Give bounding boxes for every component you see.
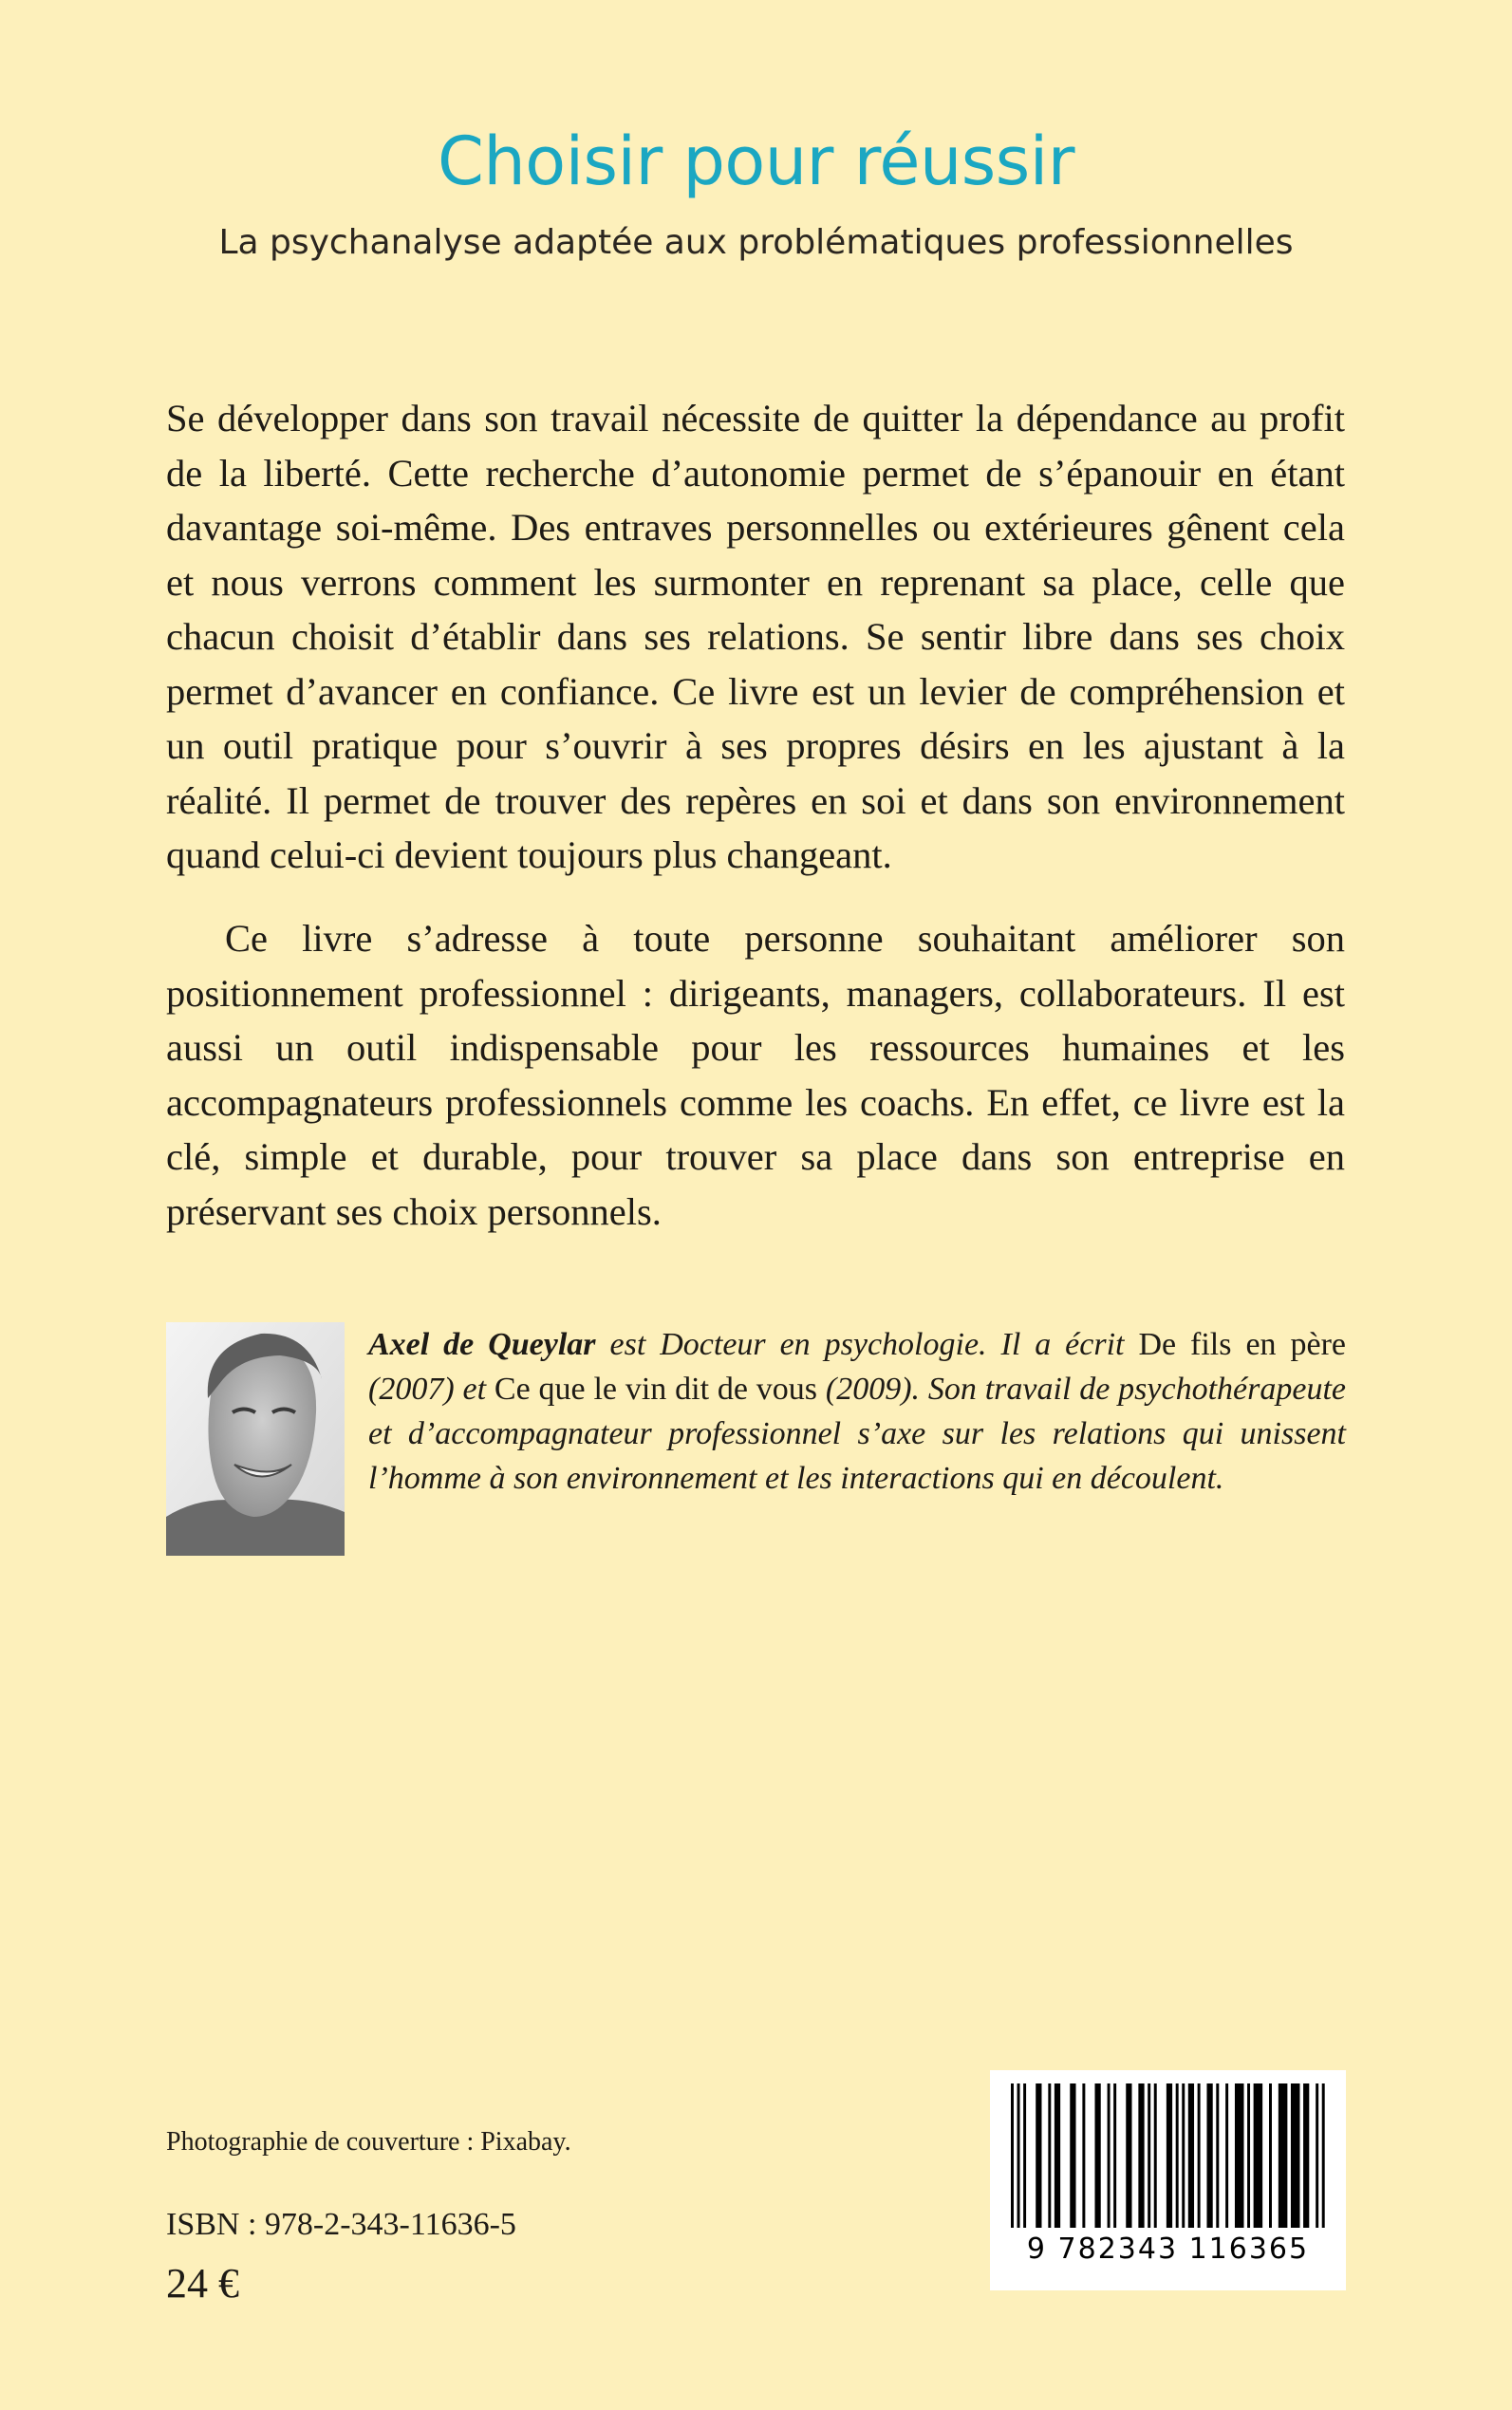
barcode-bar-19: [1198, 2083, 1201, 2228]
barcode-bar-22: [1225, 2083, 1228, 2228]
barcode-bar-12: [1138, 2083, 1144, 2228]
author-photo: [166, 1322, 345, 1556]
book-reference-1: De fils en père: [1138, 1327, 1346, 1362]
barcode-bar-11: [1126, 2083, 1131, 2228]
barcode-bar-17: [1182, 2083, 1185, 2228]
author-biography: Axel de Queylar est Docteur en psychologie. Il a écrit De fils en père (2007) et Ce que le vin dit de vous (2009). Son travail de psychothérapeute et d’accompagnateur professionnel s’axe sur les relations qui unissent l’homme à son environnement et les interactions qui en découlent.: [368, 1327, 1346, 1496]
barcode-bar-21: [1216, 2083, 1219, 2228]
barcode-bar-4: [1048, 2083, 1051, 2228]
book-subtitle: La psychanalyse adaptée aux problématiques professionnelles: [218, 223, 1294, 262]
barcode-number: 9 782343 116365: [1026, 2233, 1310, 2266]
barcode-bar-25: [1254, 2083, 1263, 2228]
barcode-bar-6: [1070, 2083, 1075, 2228]
barcode-bar-10: [1113, 2083, 1116, 2228]
barcode-bar-18: [1188, 2083, 1194, 2228]
barcode-bar-5: [1055, 2083, 1060, 2228]
barcode-bar-3: [1036, 2083, 1041, 2228]
isbn: ISBN : 978-2-343-11636-5: [166, 2207, 516, 2242]
barcode-bar-30: [1316, 2083, 1318, 2228]
barcode-bar-7: [1082, 2083, 1085, 2228]
barcode-bar-1: [1017, 2083, 1020, 2228]
price: 24 €: [166, 2260, 239, 2307]
barcode-bar-15: [1167, 2083, 1172, 2228]
barcode-bar-29: [1303, 2083, 1309, 2228]
barcode-bar-27: [1279, 2083, 1288, 2228]
barcode-bar-20: [1206, 2083, 1212, 2228]
barcode-bar-16: [1176, 2083, 1179, 2228]
barcode-bar-2: [1023, 2083, 1026, 2228]
barcode: [990, 2070, 1346, 2290]
description-paragraph-2: Ce livre s’adresse à toute personne souhaitant améliorer son positionnement professionnel : dirigeants, managers, collaborateurs. Il est aussi un outil indispensable pour les ressources humaines et les accompagnateurs professionnels comme les coachs. En effet, ce livre est la clé, simple et durable, pour trouver sa place dans son entreprise en préservant ses choix personnels.: [166, 917, 1345, 1233]
barcode-bar-28: [1291, 2083, 1300, 2228]
book-reference-2: Ce que le vin dit de vous: [494, 1372, 818, 1407]
barcode-bar-26: [1269, 2083, 1272, 2228]
barcode-bar-0: [1011, 2083, 1014, 2228]
barcode-bar-24: [1247, 2083, 1250, 2228]
barcode-bar-13: [1148, 2083, 1150, 2228]
description-paragraph-1: Se développer dans son travail nécessite de quitter la dépendance au profit de la liberté. Cette recherche d’autonomie permet de s’épanouir en étant davantage soi-même. Des entraves personnelles ou extérieures gênent cela et nous verrons comment les surmonter en reprenant sa place, celle que chacun choisit d’établir dans ses relations. Se sentir libre dans ses choix permet d’avancer en confiance. Ce livre est un levier de compréhension et un outil pratique pour s’ouvrir à ses propres désirs en les ajustant à la réalité. Il permet de trouver des repères en soi et dans son environnement quand celui-ci devient toujours plus changeant.: [166, 397, 1345, 876]
author-name: Axel de Queylar: [368, 1327, 596, 1362]
barcode-bar-31: [1322, 2083, 1325, 2228]
barcode-bar-23: [1235, 2083, 1244, 2228]
book-title: Choisir pour réussir: [438, 122, 1074, 200]
photo-credit: Photographie de couverture : Pixabay.: [166, 2127, 571, 2157]
barcode-bar-9: [1108, 2083, 1111, 2228]
barcode-bar-8: [1094, 2083, 1100, 2228]
barcode-bar-14: [1154, 2083, 1157, 2228]
